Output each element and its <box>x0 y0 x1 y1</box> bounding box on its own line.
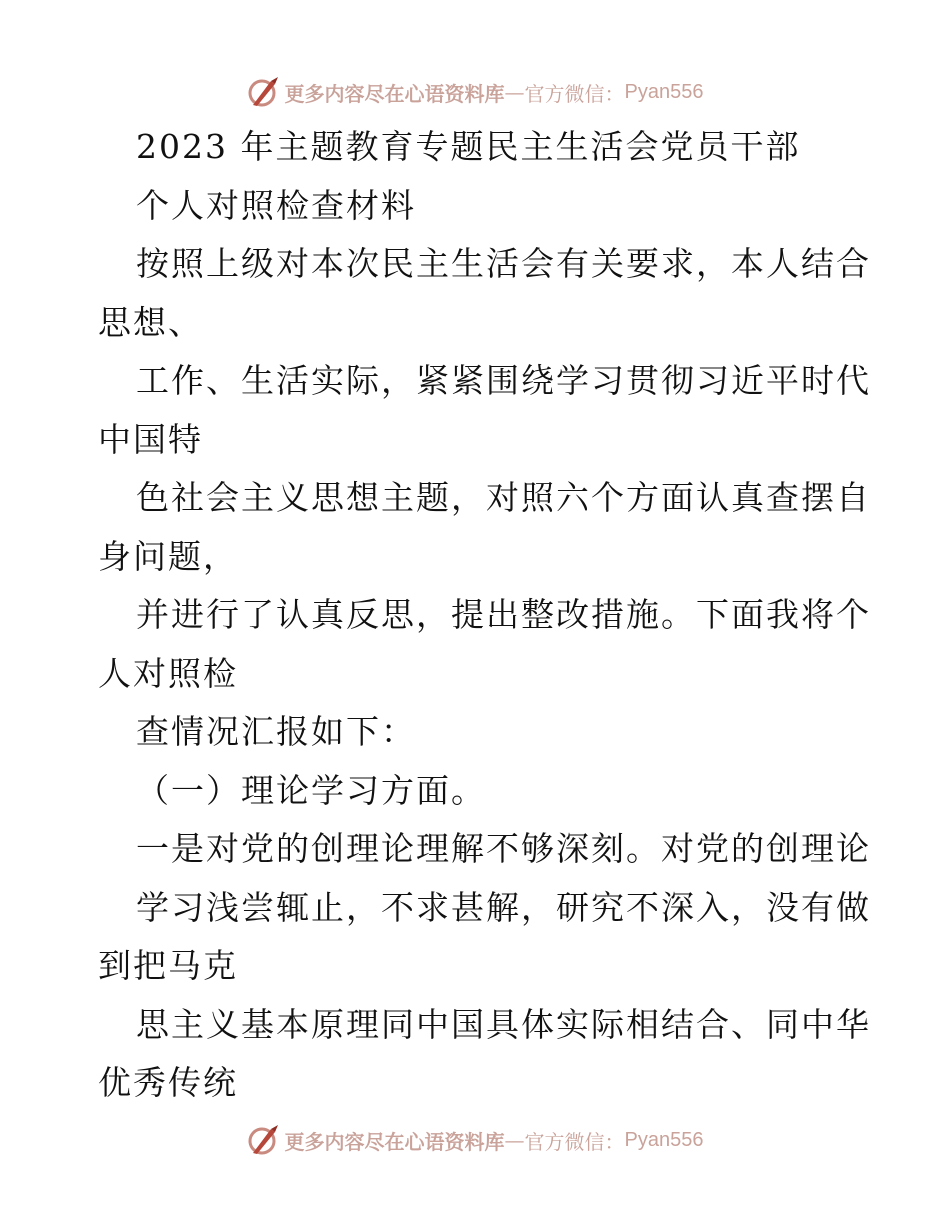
text-line: 并进行了认真反思，提出整改措施。下面我将个 <box>136 595 871 634</box>
quill-logo-icon <box>247 75 281 109</box>
header-watermark <box>0 72 950 112</box>
text-line: 人对照检 <box>98 653 238 693</box>
document-body <box>98 118 871 1113</box>
text-line: 到把马克 <box>98 946 238 985</box>
watermark-brand-text: 更多内容尽在心语资料库 <box>284 1129 505 1154</box>
text-line: 工作、生活实际，紧紧围绕学习贯彻习近平时代 <box>136 361 871 400</box>
document-title-line: 2023 年主题教育专题民主生活会党员干部 <box>136 127 801 166</box>
text-line: 色社会主义思想主题，对照六个方面认真查摆自 <box>136 478 871 517</box>
watermark-official-label: 官方微信： <box>524 81 625 106</box>
text-line: 身问题， <box>98 536 238 576</box>
watermark-dash: — <box>504 1128 525 1152</box>
watermark-official-label: 官方微信： <box>524 1129 625 1154</box>
text-line: 思主义基本原理同中国具体实际相结合、同中华 <box>136 1004 871 1044</box>
document-title-line: 个人对照检查材料 <box>136 185 416 225</box>
watermark-wechat-id: Pyan556 <box>624 1128 704 1151</box>
text-line: 中国特 <box>98 419 203 459</box>
footer-watermark <box>0 1120 950 1160</box>
text-line: 查情况汇报如下： <box>136 712 416 751</box>
text-line: （一）理论学习方面。 <box>136 770 486 810</box>
watermark-wechat-id: Pyan556 <box>624 80 704 103</box>
text-line: 按照上级对本次民主生活会有关要求，本人结合 <box>136 244 871 283</box>
text-line: 学习浅尝辄止，不求甚解，研究不深入，没有做 <box>136 887 871 927</box>
text-line: 思想、 <box>98 302 203 342</box>
text-line: 优秀传统 <box>98 1063 238 1102</box>
watermark-brand-text: 更多内容尽在心语资料库 <box>284 81 505 106</box>
text-line: 一是对党的创理论理解不够深刻。对党的创理论 <box>136 829 871 868</box>
watermark-dash: — <box>504 80 525 104</box>
quill-logo-icon <box>247 1123 281 1157</box>
